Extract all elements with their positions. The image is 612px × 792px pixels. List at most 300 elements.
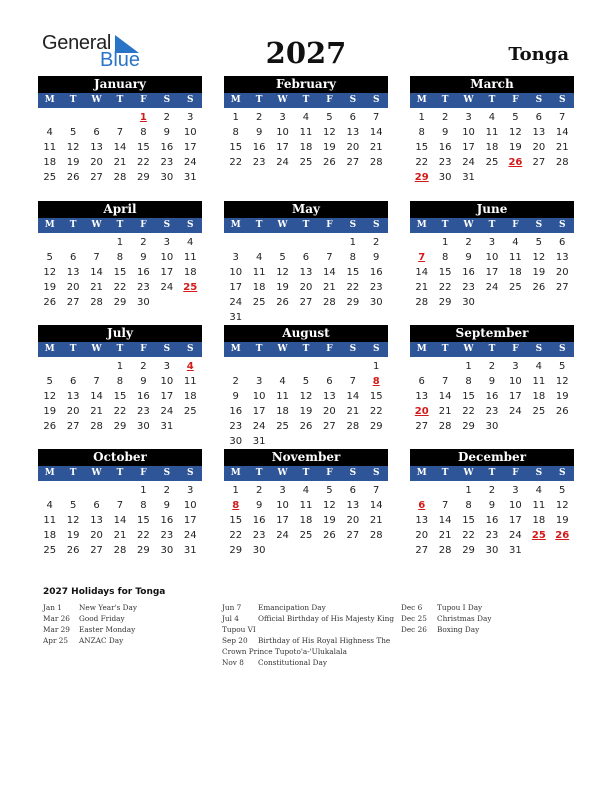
empty-cell xyxy=(61,483,84,498)
day-cell: 20 xyxy=(346,515,360,526)
weekday-label: T xyxy=(255,344,263,354)
day-cell: 17 xyxy=(509,391,522,402)
day-cell: 28 xyxy=(90,297,103,308)
weekday-label: S xyxy=(349,220,357,230)
empty-cell xyxy=(85,235,108,250)
day-cell: 16 xyxy=(160,515,174,526)
day-cell: 22 xyxy=(462,406,475,417)
day-cell: 14 xyxy=(555,127,569,138)
day-cell: 13 xyxy=(346,500,360,511)
day-cell: 3 xyxy=(465,112,472,123)
day-cell: 4 xyxy=(255,252,263,263)
day-cell: 25 xyxy=(532,406,546,417)
day-cell: 6 xyxy=(69,252,77,263)
weekday-label: S xyxy=(535,468,543,478)
day-cell: 19 xyxy=(323,142,336,153)
day-grid xyxy=(224,357,388,449)
day-cell: 13 xyxy=(346,127,360,138)
day-cell: 20 xyxy=(323,406,336,417)
day-cell: 23 xyxy=(462,282,475,293)
day-cell: 11 xyxy=(252,267,266,278)
empty-cell xyxy=(61,110,84,125)
day-cell: 7 xyxy=(93,252,100,263)
day-cell: 11 xyxy=(532,376,546,387)
day-cell: 15 xyxy=(438,267,452,278)
day-cell: 5 xyxy=(46,252,53,263)
day-cell: 10 xyxy=(276,127,289,138)
weekday-header xyxy=(410,466,574,481)
day-cell: 19 xyxy=(43,406,57,417)
holiday-name: ANZAC Day xyxy=(79,636,124,645)
weekday-label: M xyxy=(44,95,55,105)
holiday-name: New Year's Day xyxy=(79,603,138,612)
day-cell: 1 xyxy=(349,237,356,248)
day-cell: 18 xyxy=(252,282,266,293)
weekday-label: T xyxy=(116,468,124,478)
empty-cell xyxy=(38,110,61,125)
month-title: January xyxy=(38,76,202,93)
weekday-label: T xyxy=(69,95,77,105)
day-cell: 24 xyxy=(276,157,289,168)
weekday-header xyxy=(38,466,202,481)
month-title: September xyxy=(410,325,574,342)
day-cell: 8 xyxy=(116,376,124,387)
holiday-date: Jul 4 xyxy=(222,614,239,623)
day-cell: 17 xyxy=(183,515,197,526)
holiday-row xyxy=(401,602,491,613)
day-cell: 27 xyxy=(415,421,429,432)
holiday-name: Tupou I Day xyxy=(437,603,483,612)
day-cell: 30 xyxy=(485,545,499,556)
day-cell: 21 xyxy=(438,406,452,417)
day-cell: 4 xyxy=(46,500,53,511)
weekday-label: M xyxy=(44,468,55,478)
day-cell: 2 xyxy=(140,361,147,372)
day-cell: 24 xyxy=(183,157,197,168)
day-cell: 9 xyxy=(255,500,263,511)
holiday-day-cell: 20 xyxy=(414,406,429,417)
empty-cell xyxy=(247,235,270,250)
day-cell: 20 xyxy=(555,267,569,278)
month-title: November xyxy=(224,449,388,466)
day-grid xyxy=(410,233,574,310)
day-cell: 9 xyxy=(465,252,472,263)
day-cell: 12 xyxy=(509,127,522,138)
day-cell: 9 xyxy=(232,391,239,402)
day-cell: 3 xyxy=(279,485,286,496)
day-cell: 3 xyxy=(232,252,239,263)
day-cell: 26 xyxy=(323,157,336,168)
day-cell: 7 xyxy=(441,376,449,387)
day-cell: 17 xyxy=(160,267,174,278)
holiday-day-cell: 6 xyxy=(418,500,426,511)
day-cell: 2 xyxy=(255,112,263,123)
day-cell: 15 xyxy=(137,142,150,153)
day-cell: 4 xyxy=(512,237,519,248)
day-cell: 17 xyxy=(276,142,289,153)
day-cell: 12 xyxy=(323,500,336,511)
weekday-label: S xyxy=(186,220,194,230)
day-cell: 19 xyxy=(555,391,569,402)
day-cell: 9 xyxy=(441,127,449,138)
weekday-label: T xyxy=(302,95,310,105)
day-cell: 27 xyxy=(346,157,360,168)
day-cell: 2 xyxy=(488,485,496,496)
holiday-row xyxy=(43,602,137,613)
day-cell: 19 xyxy=(323,515,336,526)
weekday-label: W xyxy=(91,344,102,354)
empty-cell xyxy=(224,235,247,250)
day-cell: 3 xyxy=(279,112,286,123)
day-cell: 25 xyxy=(43,172,57,183)
day-cell: 12 xyxy=(323,127,336,138)
day-cell: 29 xyxy=(346,297,360,308)
day-cell: 10 xyxy=(160,252,174,263)
day-cell: 16 xyxy=(137,267,150,278)
day-cell: 24 xyxy=(252,421,266,432)
day-cell: 18 xyxy=(299,142,313,153)
empty-cell xyxy=(318,359,341,374)
weekday-header xyxy=(410,342,574,357)
day-cell: 23 xyxy=(160,157,174,168)
weekday-label: T xyxy=(441,220,449,230)
day-cell: 3 xyxy=(163,237,170,248)
holiday-row xyxy=(222,657,394,668)
day-cell: 15 xyxy=(369,391,383,402)
empty-cell xyxy=(410,359,433,374)
day-cell: 7 xyxy=(441,500,449,511)
day-cell: 21 xyxy=(346,406,360,417)
day-cell: 22 xyxy=(229,530,243,541)
day-cell: 28 xyxy=(323,297,336,308)
day-cell: 23 xyxy=(252,530,266,541)
day-cell: 16 xyxy=(137,391,150,402)
month-title: October xyxy=(38,449,202,466)
day-cell: 3 xyxy=(187,485,194,496)
weekday-label: F xyxy=(140,344,147,354)
day-cell: 5 xyxy=(46,376,53,387)
day-cell: 22 xyxy=(113,406,127,417)
day-cell: 11 xyxy=(276,391,289,402)
day-cell: 24 xyxy=(160,282,174,293)
day-cell: 4 xyxy=(187,237,194,248)
day-cell: 18 xyxy=(532,515,546,526)
day-cell: 21 xyxy=(438,530,452,541)
day-cell: 2 xyxy=(255,485,263,496)
weekday-label: T xyxy=(69,344,77,354)
weekday-label: F xyxy=(140,95,147,105)
holiday-name: Emancipation Day xyxy=(258,603,326,612)
day-cell: 12 xyxy=(299,391,313,402)
holiday-name: Good Friday xyxy=(79,614,125,623)
day-cell: 22 xyxy=(462,530,475,541)
day-cell: 18 xyxy=(43,157,57,168)
day-cell: 17 xyxy=(160,391,174,402)
day-cell: 20 xyxy=(90,530,103,541)
day-cell: 25 xyxy=(485,157,499,168)
day-cell: 26 xyxy=(299,421,313,432)
weekday-label: S xyxy=(372,220,380,230)
day-cell: 5 xyxy=(326,485,333,496)
day-cell: 10 xyxy=(229,267,243,278)
day-cell: 24 xyxy=(229,297,243,308)
day-cell: 11 xyxy=(485,127,499,138)
day-cell: 12 xyxy=(66,515,80,526)
day-cell: 27 xyxy=(532,157,546,168)
month-title: April xyxy=(38,201,202,218)
day-cell: 15 xyxy=(137,515,150,526)
day-cell: 9 xyxy=(373,252,380,263)
day-cell: 1 xyxy=(232,485,239,496)
day-cell: 1 xyxy=(465,361,472,372)
day-cell: 29 xyxy=(229,545,243,556)
country-name: Tonga xyxy=(508,44,569,65)
day-cell: 7 xyxy=(326,252,333,263)
holiday-day-cell: 7 xyxy=(418,252,426,263)
day-cell: 22 xyxy=(229,157,243,168)
day-cell: 17 xyxy=(229,282,243,293)
day-cell: 22 xyxy=(137,530,150,541)
day-cell: 6 xyxy=(418,376,425,387)
empty-cell xyxy=(318,235,341,250)
day-cell: 21 xyxy=(369,515,383,526)
day-cell: 29 xyxy=(137,545,150,556)
day-cell: 5 xyxy=(512,112,519,123)
day-cell: 23 xyxy=(485,406,499,417)
weekday-label: T xyxy=(69,468,77,478)
month-december xyxy=(410,449,574,558)
holiday-name: Official Birthday of His Majesty King xyxy=(258,614,395,623)
weekday-label: S xyxy=(535,344,543,354)
day-cell: 13 xyxy=(555,252,569,263)
day-cell: 15 xyxy=(229,142,243,153)
weekday-label: T xyxy=(441,95,449,105)
day-cell: 23 xyxy=(137,406,150,417)
day-cell: 6 xyxy=(93,127,100,138)
day-cell: 26 xyxy=(43,421,57,432)
day-cell: 12 xyxy=(43,391,57,402)
month-april xyxy=(38,201,202,310)
day-cell: 2 xyxy=(465,237,472,248)
weekday-label: S xyxy=(535,220,543,230)
holiday-name: Easter Monday xyxy=(79,625,136,634)
day-cell: 30 xyxy=(229,436,243,447)
day-cell: 13 xyxy=(323,391,336,402)
weekday-label: W xyxy=(463,344,474,354)
weekday-label: S xyxy=(163,344,171,354)
day-cell: 30 xyxy=(438,172,452,183)
day-cell: 22 xyxy=(113,282,127,293)
day-cell: 9 xyxy=(488,376,496,387)
day-cell: 9 xyxy=(488,500,496,511)
day-cell: 30 xyxy=(369,297,383,308)
day-cell: 14 xyxy=(90,267,103,278)
weekday-label: T xyxy=(488,95,496,105)
day-cell: 2 xyxy=(488,361,496,372)
day-cell: 23 xyxy=(485,530,499,541)
day-cell: 12 xyxy=(532,252,546,263)
day-cell: 11 xyxy=(183,376,197,387)
day-cell: 20 xyxy=(346,142,360,153)
weekday-label: T xyxy=(116,344,124,354)
day-grid xyxy=(38,233,202,310)
day-cell: 7 xyxy=(559,112,566,123)
weekday-label: W xyxy=(463,95,474,105)
day-cell: 11 xyxy=(299,500,313,511)
day-cell: 16 xyxy=(229,406,243,417)
day-cell: 18 xyxy=(509,267,522,278)
weekday-label: M xyxy=(230,95,241,105)
weekday-header xyxy=(38,342,202,357)
day-cell: 28 xyxy=(113,545,127,556)
day-cell: 4 xyxy=(46,127,53,138)
day-cell: 25 xyxy=(509,282,522,293)
day-cell: 22 xyxy=(369,406,383,417)
day-cell: 28 xyxy=(113,172,127,183)
day-cell: 1 xyxy=(441,237,449,248)
day-cell: 10 xyxy=(462,127,475,138)
weekday-label: M xyxy=(230,468,241,478)
day-cell: 16 xyxy=(438,142,452,153)
empty-cell xyxy=(85,359,108,374)
day-cell: 10 xyxy=(183,127,197,138)
day-cell: 21 xyxy=(90,406,103,417)
weekday-label: S xyxy=(558,220,566,230)
empty-cell xyxy=(38,359,61,374)
day-cell: 4 xyxy=(488,112,496,123)
weekday-label: S xyxy=(372,468,380,478)
holiday-row xyxy=(401,624,491,635)
day-cell: 11 xyxy=(43,142,57,153)
day-cell: 31 xyxy=(183,172,197,183)
day-cell: 19 xyxy=(555,515,569,526)
day-cell: 12 xyxy=(555,376,569,387)
day-grid xyxy=(224,108,388,170)
weekday-label: S xyxy=(558,344,566,354)
day-cell: 11 xyxy=(532,500,546,511)
day-cell: 29 xyxy=(462,421,475,432)
weekday-label: F xyxy=(140,468,147,478)
weekday-label: M xyxy=(44,344,55,354)
day-cell: 20 xyxy=(415,530,429,541)
holiday-day-cell: 4 xyxy=(186,361,194,372)
day-cell: 31 xyxy=(252,436,266,447)
day-cell: 5 xyxy=(559,361,566,372)
day-grid xyxy=(224,481,388,558)
weekday-label: S xyxy=(372,95,380,105)
day-cell: 23 xyxy=(160,530,174,541)
weekday-label: S xyxy=(163,95,171,105)
empty-cell xyxy=(61,359,84,374)
day-cell: 14 xyxy=(113,142,127,153)
day-cell: 27 xyxy=(299,297,313,308)
day-cell: 17 xyxy=(183,142,197,153)
day-grid xyxy=(410,481,574,558)
holiday-row xyxy=(222,635,394,646)
weekday-label: F xyxy=(512,468,519,478)
weekday-label: S xyxy=(372,344,380,354)
holiday-day-cell: 25 xyxy=(531,530,546,541)
day-cell: 9 xyxy=(163,500,170,511)
day-cell: 18 xyxy=(485,142,499,153)
weekday-label: W xyxy=(91,95,102,105)
weekday-label: T xyxy=(488,468,496,478)
holiday-name-continued: Crown Prince Tupoto'a-'Ulukalala xyxy=(222,647,347,656)
day-cell: 30 xyxy=(160,545,174,556)
day-cell: 3 xyxy=(512,485,519,496)
day-cell: 4 xyxy=(279,376,286,387)
day-cell: 1 xyxy=(465,485,472,496)
holiday-day-cell: 25 xyxy=(183,282,198,293)
holiday-date: Jan 1 xyxy=(43,603,62,612)
day-cell: 26 xyxy=(555,406,569,417)
day-cell: 2 xyxy=(232,376,239,387)
day-cell: 15 xyxy=(113,391,127,402)
day-cell: 14 xyxy=(113,515,127,526)
day-cell: 20 xyxy=(66,282,80,293)
weekday-label: T xyxy=(441,344,449,354)
day-cell: 1 xyxy=(418,112,425,123)
day-cell: 2 xyxy=(373,237,380,248)
weekday-label: T xyxy=(116,220,124,230)
day-cell: 16 xyxy=(462,267,475,278)
day-cell: 29 xyxy=(113,421,127,432)
day-cell: 20 xyxy=(532,142,546,153)
day-cell: 30 xyxy=(160,172,174,183)
day-cell: 11 xyxy=(183,252,197,263)
empty-cell xyxy=(341,359,364,374)
day-cell: 16 xyxy=(252,515,266,526)
day-cell: 13 xyxy=(90,142,103,153)
day-cell: 30 xyxy=(252,545,266,556)
day-cell: 7 xyxy=(116,500,124,511)
weekday-label: F xyxy=(512,220,519,230)
month-november xyxy=(224,449,388,558)
holiday-row xyxy=(222,602,394,613)
weekday-label: T xyxy=(488,344,496,354)
weekday-label: T xyxy=(116,95,124,105)
day-cell: 7 xyxy=(373,485,380,496)
holiday-day-cell: 26 xyxy=(555,530,570,541)
empty-cell xyxy=(410,483,433,498)
day-cell: 28 xyxy=(369,530,383,541)
day-cell: 26 xyxy=(66,545,80,556)
day-cell: 29 xyxy=(137,172,150,183)
day-cell: 12 xyxy=(276,267,289,278)
day-cell: 17 xyxy=(509,515,522,526)
day-cell: 14 xyxy=(90,391,103,402)
day-cell: 18 xyxy=(276,406,289,417)
day-cell: 31 xyxy=(160,421,174,432)
day-cell: 6 xyxy=(349,485,356,496)
weekday-label: M xyxy=(230,220,241,230)
day-cell: 30 xyxy=(462,297,475,308)
day-cell: 19 xyxy=(299,406,313,417)
holiday-day-cell: 8 xyxy=(372,376,380,387)
weekday-header xyxy=(38,93,202,108)
weekday-label: M xyxy=(416,468,427,478)
day-cell: 3 xyxy=(512,361,519,372)
day-cell: 17 xyxy=(485,267,499,278)
holiday-name: Boxing Day xyxy=(437,625,480,634)
day-cell: 26 xyxy=(66,172,80,183)
day-cell: 14 xyxy=(415,267,429,278)
month-august xyxy=(224,325,388,449)
day-cell: 25 xyxy=(43,545,57,556)
empty-cell xyxy=(433,483,456,498)
weekday-label: F xyxy=(326,95,333,105)
day-cell: 13 xyxy=(66,391,80,402)
